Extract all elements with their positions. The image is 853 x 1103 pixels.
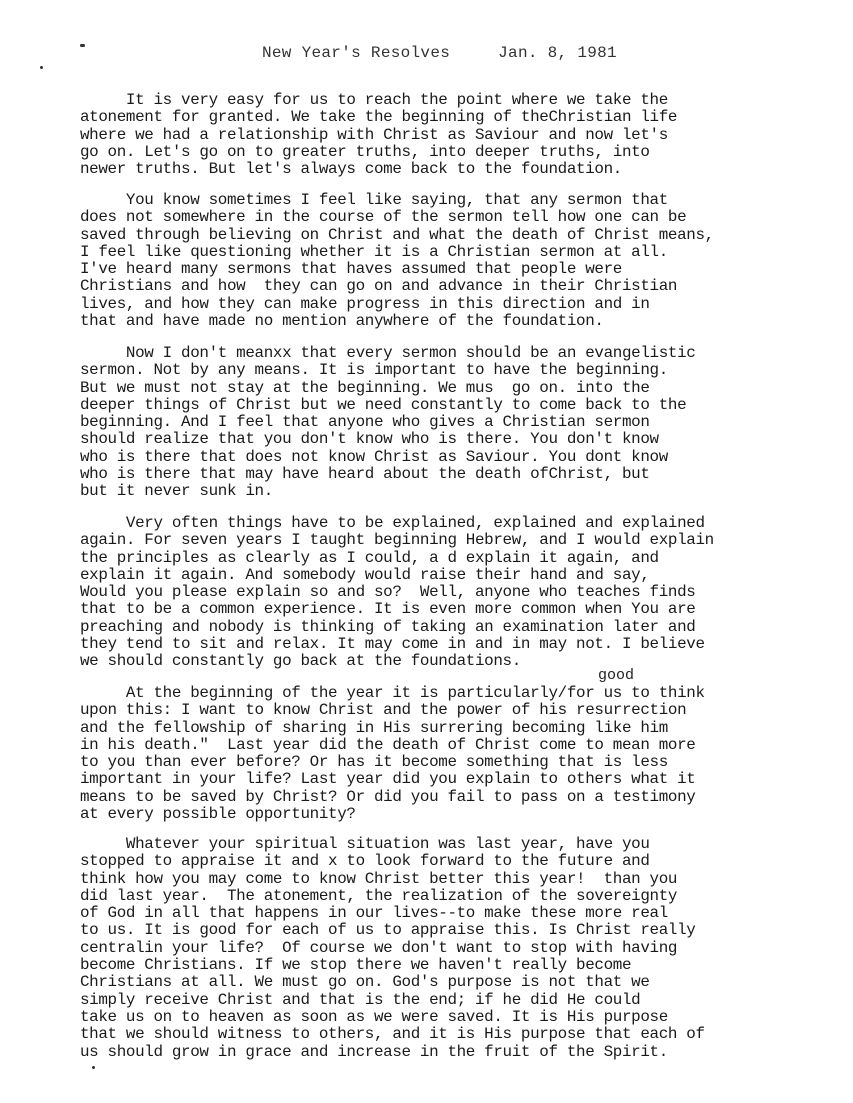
text-line: who is there that does not know Christ as Saviour. You dont know bbox=[80, 447, 668, 466]
paragraph bbox=[80, 515, 820, 671]
text-line: that we should witness to others, and it is His purpose that each of bbox=[80, 1025, 705, 1044]
text-line: where we had a relationship with Christ as Saviour and now let's bbox=[80, 125, 668, 144]
page-date: Jan. 8, 1981 bbox=[498, 44, 617, 62]
paragraph bbox=[80, 192, 820, 330]
text-line: sermon. Not by any means. It is important to have the beginning. bbox=[80, 361, 668, 380]
text-line: Whatever your spiritual situation was last year, have you bbox=[80, 835, 650, 853]
page-title: New Year's Resolves bbox=[262, 44, 451, 62]
text-line: Christians and how they can go on and advance in their Christian bbox=[80, 277, 678, 296]
text-line: preaching and nobody is thinking of taking an examination later and bbox=[80, 617, 696, 636]
text-line: go on. Let's go on to greater truths, into deeper truths, into bbox=[80, 142, 650, 161]
text-line: newer truths. But let's always come back to the foundation. bbox=[80, 160, 622, 179]
text-line: But we must not stay at the beginning. We mus go on. into the bbox=[80, 378, 650, 397]
text-line: they tend to sit and relax. It may come in and in may not. I believe bbox=[80, 635, 705, 654]
stray-mark bbox=[80, 44, 85, 47]
paragraph bbox=[80, 685, 820, 823]
text-line: explain it again. And somebody would raise their hand and say, bbox=[80, 565, 650, 584]
paragraph bbox=[80, 92, 820, 178]
paragraph bbox=[80, 836, 820, 1061]
stray-mark bbox=[92, 1066, 95, 1069]
text-line: did last year. The atonement, the realization of the sovereignty bbox=[80, 886, 678, 905]
text-line: Now I don't meanxx that every sermon should be an evangelistic bbox=[80, 344, 696, 362]
paragraph bbox=[80, 345, 820, 501]
text-line: again. For seven years I taught beginning Hebrew, and I would explain bbox=[80, 531, 714, 550]
text-line: we should constantly go back at the foundations. bbox=[80, 652, 521, 671]
page-header bbox=[262, 44, 617, 62]
text-line: means to be saved by Christ? Or did you fail to pass on a testimony bbox=[80, 787, 696, 806]
text-line: I've heard many sermons that haves assumed that people were bbox=[80, 260, 622, 279]
text-line: lives, and how they can make progress in this direction and in bbox=[80, 294, 650, 313]
text-line: does not somewhere in the course of the sermon tell how one can be bbox=[80, 208, 687, 227]
text-line: Very often things have to be explained, explained and explained bbox=[80, 514, 705, 532]
text-line: but it never sunk in. bbox=[80, 482, 273, 501]
text-line: I feel like questioning whether it is a Christian sermon at all. bbox=[80, 242, 668, 261]
text-line: stopped to appraise it and x to look forward to the future and bbox=[80, 852, 650, 871]
text-line: You know sometimes I feel like saying, that any sermon that bbox=[80, 191, 668, 209]
text-line: us should grow in grace and increase in the fruit of the Spirit. bbox=[80, 1042, 668, 1061]
text-line: saved through believing on Christ and what the death of Christ means, bbox=[80, 225, 714, 244]
text-line: of God in all that happens in our lives--to make these more real bbox=[80, 904, 668, 923]
text-line: It is very easy for us to reach the point where we take the bbox=[80, 91, 668, 109]
text-line: to you than ever before? Or has it become something that is less bbox=[80, 753, 668, 772]
text-line: to us. It is good for each of us to appraise this. Is Christ really bbox=[80, 921, 696, 940]
text-line: that to be a common experience. It is even more common when You are bbox=[80, 600, 696, 619]
interlinear-note: good bbox=[598, 667, 635, 684]
text-line: important in your life? Last year did you explain to others what it bbox=[80, 770, 696, 789]
text-line: beginning. And I feel that anyone who gives a Christian sermon bbox=[80, 413, 650, 432]
text-line: simply receive Christ and that is the end; if he did He could bbox=[80, 990, 641, 1009]
text-line: Would you please explain so and so? Well, anyone who teaches finds bbox=[80, 583, 696, 602]
text-line: become Christians. If we stop there we haven't really become bbox=[80, 956, 632, 975]
text-line: deeper things of Christ but we need constantly to come back to the bbox=[80, 395, 687, 414]
text-line: and the fellowship of sharing in His surrering becoming like him bbox=[80, 718, 668, 737]
text-line: at every possible opportunity? bbox=[80, 805, 356, 824]
text-line: in his death." Last year did the death of Christ come to mean more bbox=[80, 735, 696, 754]
text-line: who is there that may have heard about the death ofChrist, but bbox=[80, 465, 650, 484]
text-line: Christians at all. We must go on. God's purpose is not that we bbox=[80, 973, 650, 992]
text-line: centralin your life? Of course we don't want to stop with having bbox=[80, 938, 678, 957]
text-line: take us on to heaven as soon as we were saved. It is His purpose bbox=[80, 1007, 668, 1026]
text-line: think how you may come to know Christ better this year! than you bbox=[80, 869, 678, 888]
stray-mark bbox=[40, 66, 43, 69]
text-line: the principles as clearly as I could, a d explain it again, and bbox=[80, 548, 659, 567]
text-line: upon this: I want to know Christ and the power of his resurrection bbox=[80, 701, 687, 720]
text-line: that and have made no mention anywhere of the foundation. bbox=[80, 312, 604, 331]
text-line: should realize that you don't know who is there. You don't know bbox=[80, 430, 659, 449]
text-line: atonement for granted. We take the beginning of theChristian life bbox=[80, 108, 678, 127]
text-line: At the beginning of the year it is particularly/for us to think bbox=[80, 684, 705, 702]
